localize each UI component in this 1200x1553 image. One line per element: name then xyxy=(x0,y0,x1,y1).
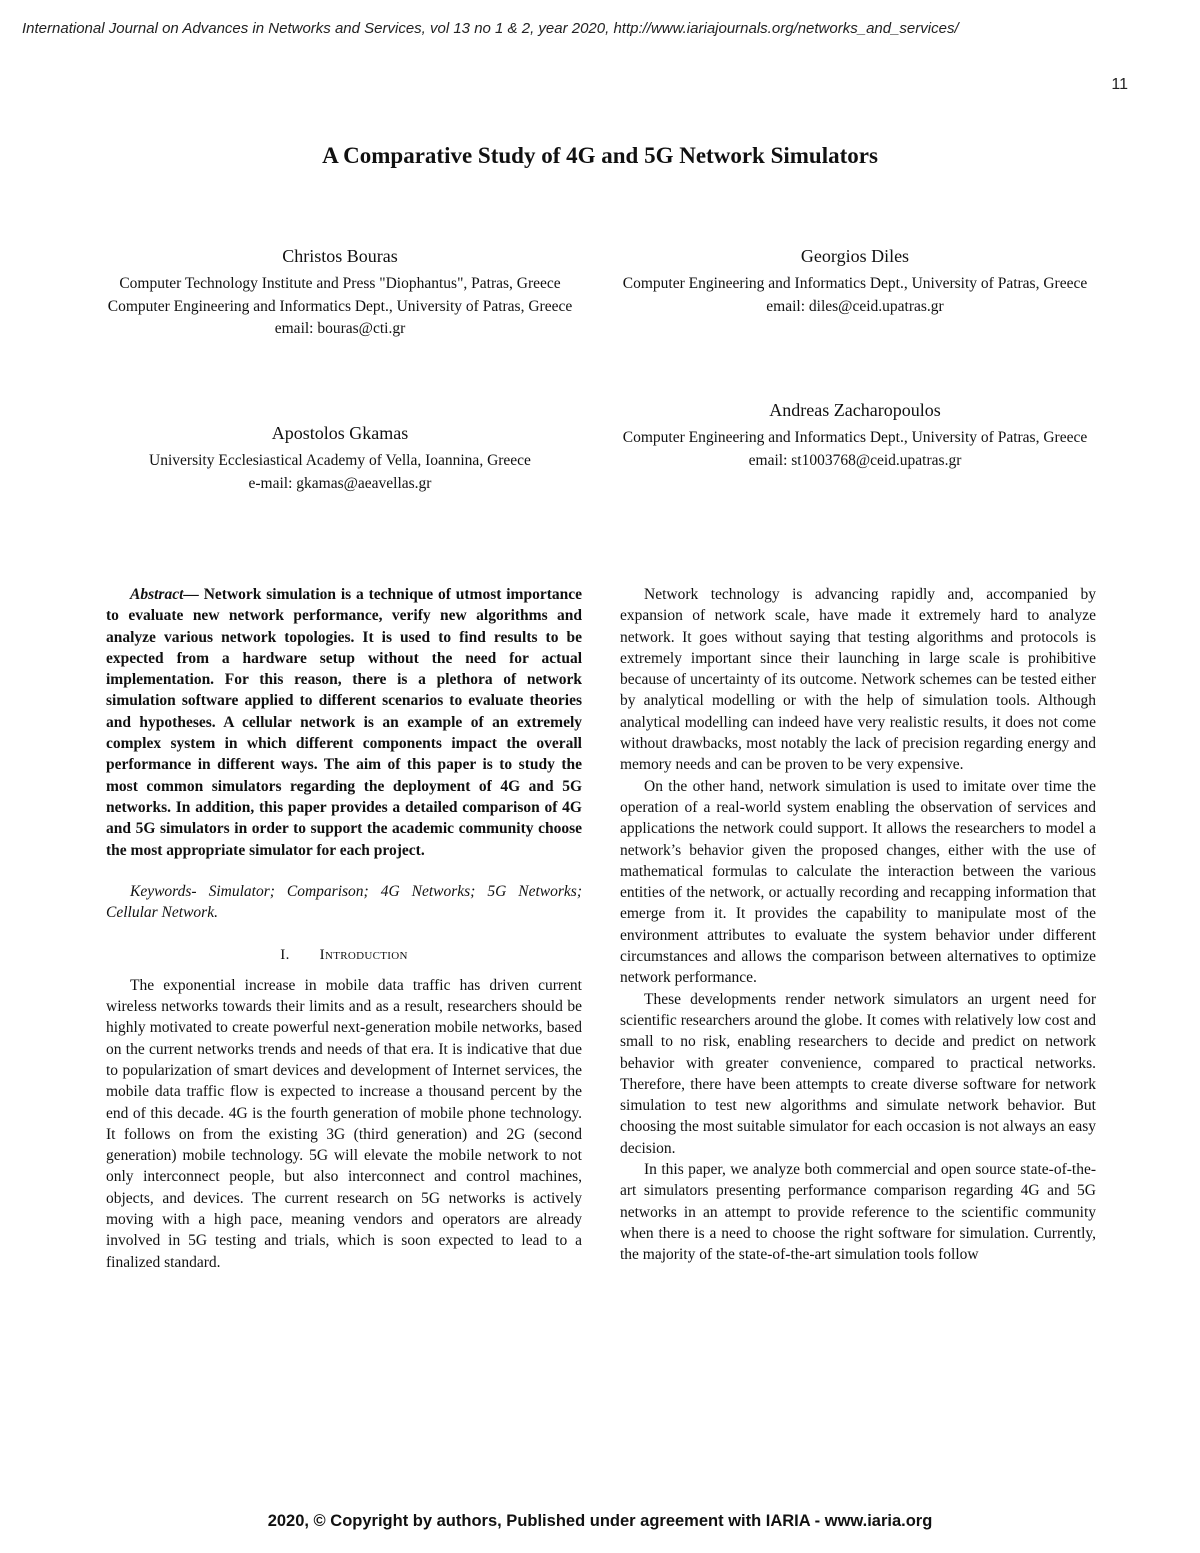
abstract xyxy=(106,584,582,861)
author-name: Georgios Diles xyxy=(800,246,910,266)
body-paragraph: In this paper, we analyze both commercial and open source state-of-the-art simulators presenting performance comparison regarding 4G and 5G networks in an attempt to provide reference to the scientific community when there is a need to choose the right software for simulation. Currently, the majority of the state-of-the-art simulation tools follow xyxy=(620,1161,1096,1264)
author-block-diles xyxy=(595,245,1115,318)
section-heading-introduction xyxy=(106,945,582,966)
paper-title: A Comparative Study of 4G and 5G Network Simulators xyxy=(322,143,878,168)
keywords: Keywords- Simulator; Comparison; 4G Networks; 5G Networks; Cellular Network. xyxy=(106,882,582,922)
abstract-label: Abstract— xyxy=(130,586,199,603)
body-paragraph: On the other hand, network simulation is used to imitate over time the operation of a real-world system enabling the observation of services and applications the network could support. It allows the researchers to model a network’s behavior given the proposed changes, either with the use of mathematical formulas to calculate the interaction between the various entities of the network, or actually recording and recapping information that emerge from it. It provides the capability to manipulate most of the environment attributes to evaluate the system behavior under different circumstances and allows the comparison between alternatives to optimize network performance. xyxy=(620,777,1096,987)
author-block-zacharopoulos xyxy=(595,399,1115,472)
author-affiliation: Computer Engineering and Informatics Dept., University of Patras, Greece xyxy=(622,275,1088,292)
author-affiliation: Computer Technology Institute and Press "Diophantus", Patras, Greece xyxy=(119,275,561,292)
author-email: email: st1003768@ceid.upatras.gr xyxy=(748,451,962,469)
author-name: Apostolos Gkamas xyxy=(271,423,409,443)
author-affiliation: Computer Engineering and Informatics Dept., University of Patras, Greece xyxy=(622,429,1088,446)
author-affiliation: University Ecclesiastical Academy of Vella, Ioannina, Greece xyxy=(149,452,531,469)
abstract-text: Network simulation is a technique of utmost importance to evaluate new network performance, verify new algorithms and analyze various network topologies. It is used to find results to be expected from a hardware setup without the need for actual implementation. For this reason, there is a plethora of network simulation software applied to different scenarios to evaluate theories and hypotheses. A cellular network is an example of an extremely complex system in which different components impact the overall performance in different ways. The aim of this paper is to study the most common simulators regarding the deployment of 4G and 5G networks. In addition, this paper provides a detailed comparison of 4G and 5G simulators in order to support the academic community choose the most appropriate simulator for each project. xyxy=(106,586,582,859)
body-paragraph: These developments render network simulators an urgent need for scientific researchers around the globe. It comes with relatively low cost and small to no risk, enabling researchers to decide and predict on network behavior with greater convenience, compared to practical networks. Therefore, there have been attempts to create diverse software for network simulation to test new algorithms and simulate network behavior. But choosing the most suitable simulator for each occasion is not always an easy decision. xyxy=(620,990,1096,1157)
section-number: I. xyxy=(280,947,290,964)
author-email: email: diles@ceid.upatras.gr xyxy=(766,297,944,315)
author-affiliation: Computer Engineering and Informatics Dept., University of Patras, Greece xyxy=(107,297,573,315)
author-block-bouras xyxy=(80,245,600,341)
author-block-gkamas xyxy=(80,422,600,495)
section-title: Introduction xyxy=(319,947,408,964)
copyright-footer: 2020, © Copyright by authors, Published under agreement with IARIA - www.iaria.org xyxy=(267,1512,933,1530)
author-email: e-mail: gkamas@aeavellas.gr xyxy=(248,474,432,492)
author-name: Christos Bouras xyxy=(282,246,398,266)
right-column xyxy=(620,584,1096,1266)
page-number: 11 xyxy=(1111,76,1128,93)
journal-header: International Journal on Advances in Networks and Services, vol 13 no 1 & 2, year 2020, http://www.iariajournals.org/networks_and_services/ xyxy=(22,20,959,37)
intro-paragraph: The exponential increase in mobile data traffic has driven current wireless networks towards their limits and as a result, researchers should be highly motivated to create powerful next-generation mobile networks, based on the current networks trends and needs of that era. It is indicative that due to popularization of smart devices and development of Internet services, the mobile data traffic flow is expected to increase a thousand percent by the end of this decade. 4G is the fourth generation of mobile phone technology. It follows on from the existing 3G (third generation) and 2G (second generation) mobile technology. 5G will elevate the mobile network to not only interconnect people, but also interconnect and control machines, objects, and devices. The current research on 5G networks is actively moving with a high pace, meaning vendors and operators are already involved in 5G testing and trials, which is soon expected to lead to a finalized standard. xyxy=(106,976,582,1271)
author-email: email: bouras@cti.gr xyxy=(274,320,406,337)
left-column xyxy=(106,584,582,1273)
author-name: Andreas Zacharopoulos xyxy=(769,400,941,420)
body-paragraph: Network technology is advancing rapidly and, accompanied by expansion of network scale, have made it extremely hard to analyze network. It goes without saying that testing algorithms and protocols is extremely important since their launching in large scale is prohibitive because of uncertainty of its outcome. Network schemes can be tested either by analytical modelling or with the help of simulation tools. Although analytical modelling can indeed have very realistic results, it does not come without drawbacks, most notably the lack of precision regarding energy and memory needs and can be proven to be very expensive. xyxy=(620,586,1096,774)
